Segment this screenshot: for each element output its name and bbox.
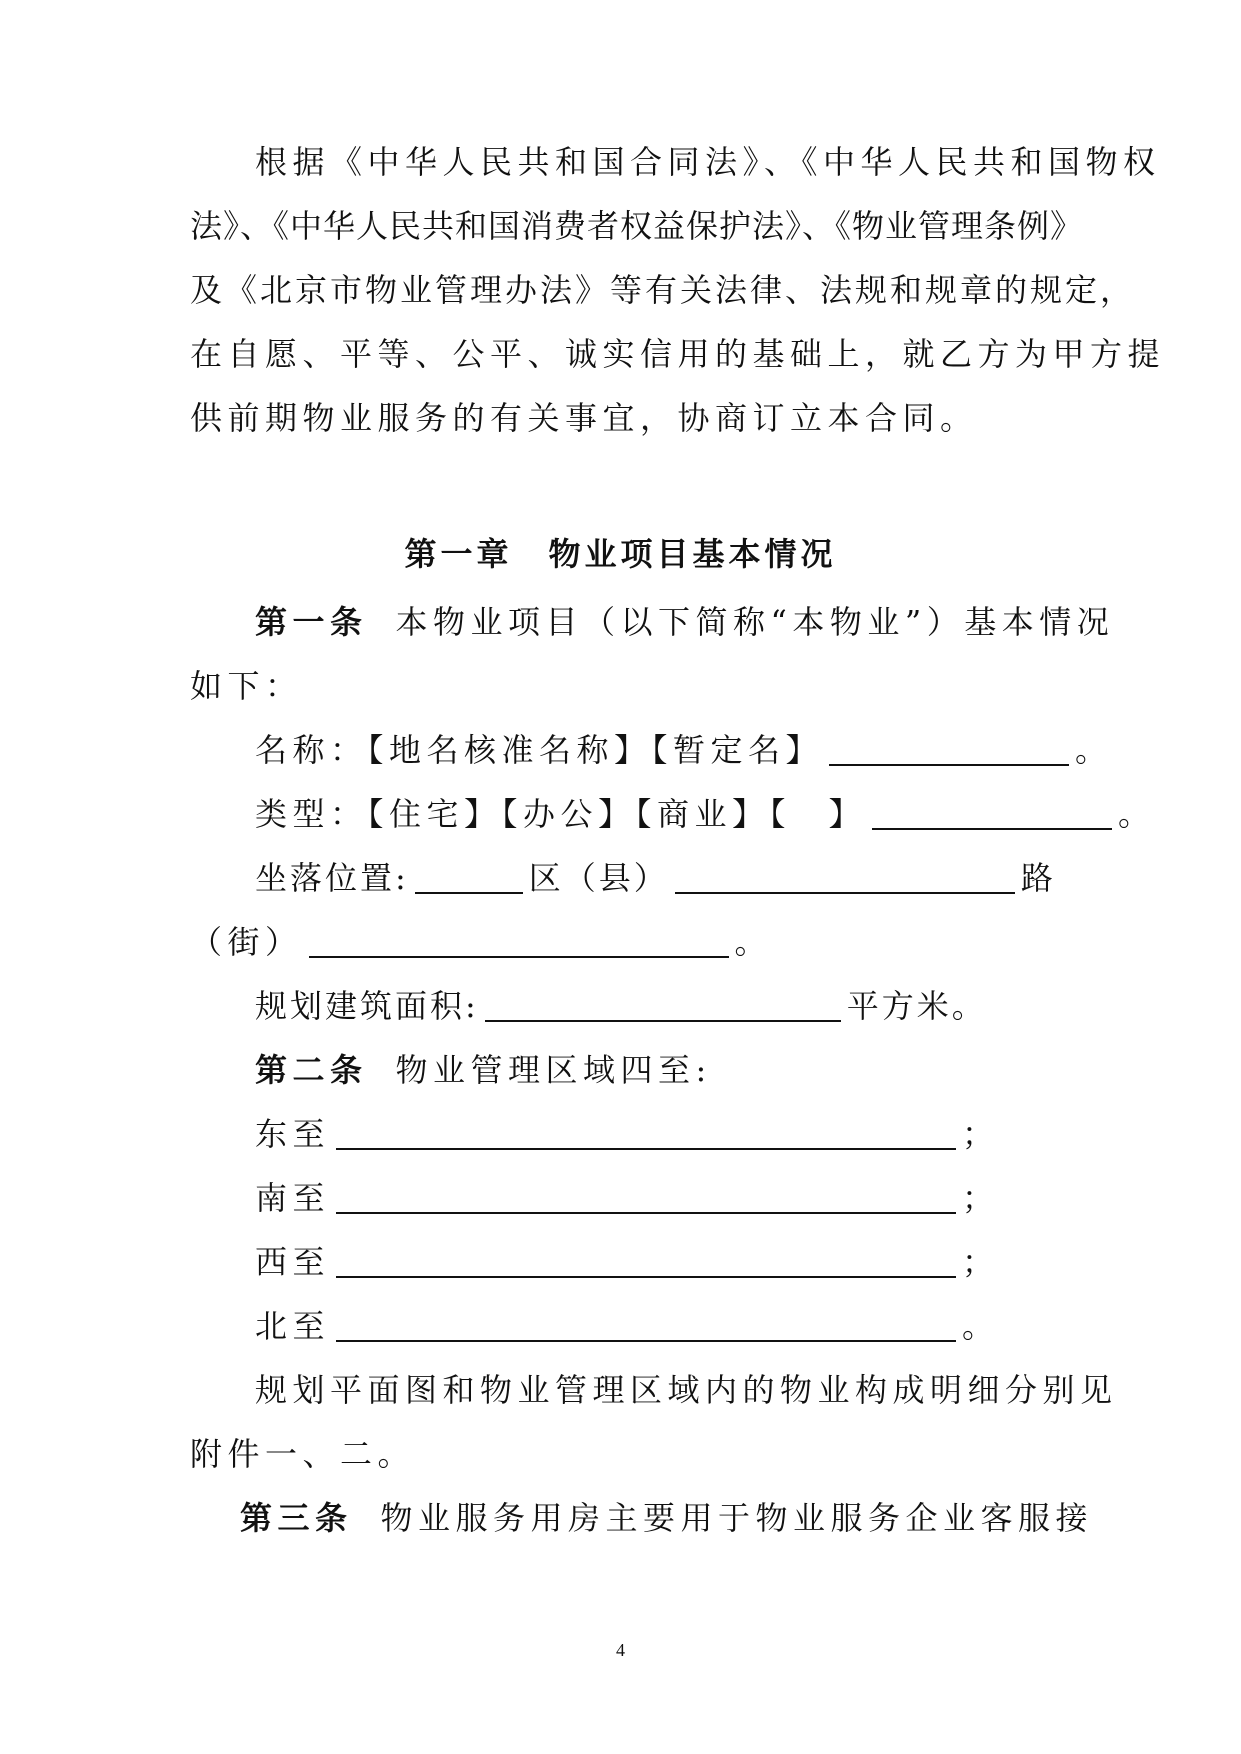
- area-blank: [485, 990, 841, 1022]
- type-blank: [872, 798, 1112, 830]
- article-3-text: 物业服务用房主要用于物业服务企业客服接: [380, 1499, 1094, 1537]
- south-blank: [336, 1182, 956, 1214]
- area-label: 规划建筑面积:: [255, 987, 479, 1025]
- article-3-heading: [240, 1496, 1094, 1540]
- east-blank: [336, 1118, 956, 1150]
- east-label: 东至: [255, 1115, 331, 1153]
- article-2-text: 物业管理区域四至:: [395, 1051, 712, 1089]
- north-blank: [336, 1310, 956, 1342]
- article-1-label: 第一条: [255, 603, 368, 641]
- preamble-line-2: 法》、《中华人民共和国消费者权益保护法》、《物业管理条例》: [190, 207, 1084, 245]
- name-row: [255, 728, 1113, 772]
- preamble-line-3: 及《北京市物业管理办法》等有关法律、法规和规章的规定，: [190, 271, 1136, 309]
- article-2-label: 第二条: [255, 1051, 368, 1089]
- north-end: 。: [962, 1307, 1000, 1345]
- east-end: ；: [962, 1115, 1000, 1153]
- area-unit: 平方米。: [846, 987, 987, 1025]
- article-2-heading: [255, 1048, 1060, 1092]
- road-blank: [675, 862, 1015, 894]
- location-end: 。: [734, 923, 773, 961]
- location-row: [255, 856, 1060, 900]
- name-end: 。: [1075, 731, 1113, 769]
- name-label: 名称：【地名核准名称】【暂定名】: [255, 731, 824, 769]
- plan-line-2: 附件一、二。: [190, 1435, 416, 1473]
- district-blank: [415, 862, 523, 894]
- street-row: [190, 920, 1060, 964]
- street-blank: [309, 926, 729, 958]
- west-blank: [336, 1246, 956, 1278]
- west-row: [255, 1240, 1060, 1284]
- page-number: 4: [616, 1640, 625, 1660]
- type-label: 类型：【住宅】【办公】【商业】【 】: [255, 795, 867, 833]
- south-row: [255, 1176, 1060, 1220]
- plan-line-1: 规划平面图和物业管理区域内的物业构成明细分别见: [255, 1371, 1118, 1409]
- north-label: 北至: [255, 1307, 331, 1345]
- west-label: 西至: [255, 1243, 331, 1281]
- location-street: （街）: [190, 923, 303, 961]
- preamble-line-1: 根据《中华人民共和国合同法》、《中华人民共和国物权: [255, 143, 1161, 181]
- location-label: 坐落位置:: [255, 859, 409, 897]
- location-road: 路: [1020, 859, 1056, 897]
- chapter-title: 第一章 物业项目基本情况: [404, 535, 837, 573]
- type-end: 。: [1118, 795, 1156, 833]
- article-3-label: 第三条: [240, 1499, 353, 1537]
- south-label: 南至: [255, 1179, 331, 1217]
- type-row: [255, 792, 1156, 836]
- article-1-text: 本物业项目（以下简称“本物业”）基本情况: [395, 603, 1115, 641]
- article-1-heading: [255, 600, 1115, 644]
- name-blank: [829, 734, 1069, 766]
- area-row: [255, 984, 1060, 1028]
- west-end: ；: [962, 1243, 1000, 1281]
- north-row: [255, 1304, 1060, 1348]
- location-district: 区（县）: [528, 859, 669, 897]
- preamble-line-4: 在自愿、平等、公平、诚实信用的基础上，就乙方为甲方提: [190, 335, 1166, 373]
- east-row: [255, 1112, 1060, 1156]
- preamble-line-5: 供前期物业服务的有关事宜，协商订立本合同。: [190, 399, 978, 437]
- article-1-continuation: 如下：: [190, 667, 303, 705]
- south-end: ；: [962, 1179, 1000, 1217]
